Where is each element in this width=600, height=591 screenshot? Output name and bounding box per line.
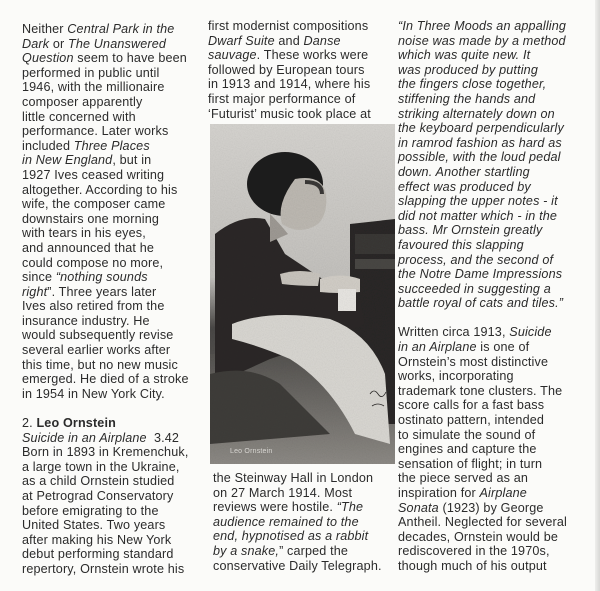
italic-text: Central Park in the — [67, 22, 175, 36]
italic-text: Sonata — [398, 500, 439, 515]
text-line — [208, 107, 396, 122]
text-segment: first modernist compositions — [208, 19, 369, 33]
text-segment: the piece served as an — [398, 471, 529, 486]
text-segment: inspiration for — [398, 486, 480, 500]
photo-credit: Leo Ornstein — [230, 448, 273, 455]
text-line — [22, 270, 202, 285]
text-line: after making his New York — [22, 532, 172, 547]
text-line — [208, 63, 396, 78]
text-segment: decades, Ornstein would be — [398, 529, 559, 544]
text-line — [22, 37, 202, 52]
text-line: bass. Mr Ornstein greatly — [398, 223, 543, 238]
text-line — [22, 22, 202, 37]
text-line — [22, 387, 202, 402]
italic-text: Three Places — [73, 138, 150, 153]
steinway-paragraph — [213, 471, 403, 573]
page-edge — [595, 0, 600, 591]
italic-text: in an Airplane — [398, 340, 477, 355]
text-segment: 1927 Ives ceased writing — [22, 167, 165, 182]
text-segment: works, incorporating — [398, 369, 514, 384]
text-line — [398, 544, 594, 559]
text-line — [22, 110, 202, 125]
column-2-top — [208, 19, 396, 121]
text-line — [208, 34, 396, 49]
text-line — [213, 515, 403, 530]
text-line — [398, 515, 594, 530]
text-line — [22, 66, 202, 81]
text-line — [213, 544, 403, 559]
text-line — [398, 428, 594, 443]
text-segment: engines and capture the — [398, 442, 537, 457]
text-line — [22, 314, 202, 329]
ornstein-compositions-paragraph — [208, 19, 396, 121]
text-segment: seem to have been — [73, 51, 187, 66]
text-segment: since — [22, 270, 56, 285]
text-line — [398, 501, 594, 516]
text-segment: downstairs one morning — [22, 211, 160, 226]
text-line — [22, 183, 202, 198]
italic-text: sauvage — [208, 48, 257, 63]
track-composer: Leo Ornstein — [36, 416, 116, 431]
text-line: battle royal of cats and tiles.” — [398, 296, 564, 311]
text-segment: this time, but no new music — [22, 357, 178, 372]
text-line — [213, 500, 403, 515]
text-segment: Ives also retired from the — [22, 299, 165, 314]
text-segment: to simulate the sound of — [398, 427, 536, 442]
text-segment: Written circa 1913, — [398, 325, 510, 340]
text-line — [208, 77, 396, 92]
text-line: repertory, Ornstein wrote his — [22, 561, 185, 576]
italic-text: “The — [336, 500, 364, 515]
italic-text: audience remained to the — [213, 514, 359, 529]
text-line — [213, 559, 403, 574]
text-segment: in 1954 in New York City. — [22, 386, 165, 401]
text-line: succeeded in suggesting a — [398, 281, 551, 296]
text-line — [22, 139, 202, 154]
text-segment: first major performance of — [208, 91, 356, 106]
text-segment: . These works were — [256, 48, 369, 63]
text-line — [398, 486, 594, 501]
text-segment: Neither — [22, 22, 68, 36]
text-segment: would subsequently revise — [22, 328, 174, 343]
text-line — [213, 471, 403, 486]
track-number: 2. — [22, 416, 33, 431]
text-line: the Notre Dame Impressions — [398, 267, 563, 282]
text-line — [398, 442, 594, 457]
text-line: stiffening the hands and — [398, 91, 536, 106]
paragraph-spacer — [398, 311, 594, 326]
track-work-line — [22, 431, 202, 446]
text-line — [22, 358, 202, 373]
text-line — [398, 325, 594, 340]
text-line — [213, 486, 403, 501]
text-segment: ”. Three years later — [47, 284, 157, 299]
photo-leo-ornstein-at-piano — [210, 124, 395, 464]
text-line — [398, 457, 594, 472]
text-line — [22, 285, 202, 300]
text-segment: ostinato pattern, intended — [398, 413, 545, 428]
text-line — [22, 241, 202, 256]
pull-quote — [398, 19, 594, 311]
text-line: the keyboard perpendicularly — [398, 121, 564, 136]
text-line — [398, 355, 594, 370]
text-segment: in 1913 and 1914, where his — [208, 77, 371, 92]
text-line — [22, 256, 202, 271]
text-line — [22, 197, 202, 212]
italic-text: The Unanswered — [68, 36, 167, 51]
italic-text: Airplane — [479, 486, 527, 500]
text-segment: performance. Later works — [22, 124, 169, 139]
text-line — [213, 529, 403, 544]
text-segment: the Steinway Hall in London — [213, 471, 374, 485]
text-line: as a child Ornstein studied — [22, 474, 175, 489]
text-line: process, and the second of — [398, 252, 554, 267]
text-segment: included — [22, 138, 74, 153]
text-line — [22, 95, 202, 110]
text-line — [22, 168, 202, 183]
text-line: United States. Two years — [22, 518, 166, 533]
text-line: a large town in the Ukraine, — [22, 459, 180, 474]
text-segment: performed in public until — [22, 65, 160, 80]
text-line — [22, 343, 202, 358]
text-line: at Petrograd Conservatory — [22, 489, 174, 503]
italic-text: in New England — [22, 153, 113, 168]
text-line — [22, 372, 202, 387]
text-line: noise was made by a method — [398, 33, 566, 48]
italic-text: Question — [22, 51, 74, 66]
text-line — [22, 124, 202, 139]
text-line — [22, 226, 202, 241]
text-line — [398, 530, 594, 545]
text-segment: (1923) by George — [438, 500, 544, 515]
text-line: striking alternately down on — [398, 106, 555, 121]
text-segment: or — [49, 36, 68, 51]
italic-text: by a snake, — [213, 543, 280, 558]
text-line — [22, 153, 202, 168]
photo-image — [210, 124, 395, 464]
text-segment: several earlier works after — [22, 343, 171, 358]
column-1 — [22, 22, 202, 577]
text-segment: wife, the composer came — [22, 197, 166, 212]
text-segment: conservative Daily Telegraph. — [213, 558, 382, 573]
track-work: Suicide in an Airplane — [22, 430, 147, 445]
ornstein-bio — [22, 445, 202, 576]
italic-text: Danse — [303, 33, 341, 48]
text-segment: composer apparently — [22, 94, 143, 109]
italic-text: Dark — [22, 36, 50, 51]
text-line: debut performing standard — [22, 547, 174, 562]
text-line: was produced by putting — [398, 62, 538, 77]
text-line — [22, 80, 202, 95]
text-line — [22, 212, 202, 227]
text-line: down. Another startling — [398, 164, 530, 179]
text-segment: insurance industry. He — [22, 313, 150, 328]
text-segment: ” carped the — [279, 543, 349, 558]
italic-text: end, hypnotised as a rabbit — [213, 529, 369, 544]
text-segment: emerged. He died of a stroke — [22, 372, 189, 387]
text-line: in ramrod fashion as hard as — [398, 135, 562, 150]
text-line — [398, 413, 594, 428]
text-line — [208, 48, 396, 63]
text-segment: little concerned with — [22, 109, 136, 124]
text-segment: Ornstein’s most distinctive — [398, 354, 549, 369]
text-line: Born in 1893 in Kremenchuk, — [22, 445, 189, 460]
text-segment: on 27 March 1914. Most — [213, 485, 353, 500]
text-line — [398, 559, 594, 574]
suicide-in-an-airplane-paragraph — [398, 325, 594, 573]
text-line — [398, 369, 594, 384]
text-segment: 1946, with the millionaire — [22, 80, 165, 95]
text-line — [398, 384, 594, 399]
text-line — [398, 398, 594, 413]
text-segment: is one of — [476, 340, 530, 355]
text-segment: Antheil. Neglected for several — [398, 515, 568, 530]
text-segment: , but in — [112, 153, 152, 168]
italic-text: “nothing sounds — [55, 270, 148, 285]
text-segment: and — [274, 33, 304, 48]
text-segment: with tears in his eyes, — [22, 226, 146, 241]
text-line — [22, 51, 202, 66]
ives-paragraph — [22, 22, 202, 401]
italic-text: Dwarf Suite — [208, 33, 275, 48]
text-line — [398, 340, 594, 355]
text-segment: rediscovered in the 1970s, — [398, 544, 550, 559]
text-segment: score calls for a fast bass — [398, 398, 545, 413]
text-segment: followed by European tours — [208, 62, 365, 77]
text-segment: and announced that he — [22, 240, 155, 255]
text-segment: though much of his output — [398, 558, 547, 573]
text-line: did not matter which - in the — [398, 208, 558, 223]
text-line — [22, 299, 202, 314]
text-line: slapping the upper notes - it — [398, 194, 558, 209]
text-line — [398, 471, 594, 486]
text-line: “In Three Moods an appalling — [398, 19, 567, 33]
text-segment: could compose no more, — [22, 255, 164, 270]
text-segment: ‘Futurist’ music took place at — [208, 106, 371, 121]
text-line: favoured this slapping — [398, 237, 524, 252]
text-segment: altogether. According to his — [22, 182, 178, 197]
column-3 — [398, 19, 594, 574]
italic-text: right — [22, 284, 48, 299]
text-line: effect was produced by — [398, 179, 531, 194]
italic-text: Suicide — [509, 325, 552, 340]
text-line: possible, with the loud pedal — [398, 150, 561, 165]
text-line: which was quite new. It — [398, 48, 531, 63]
text-segment: reviews were hostile. — [213, 500, 337, 515]
track-duration: 3.42 — [153, 430, 180, 445]
text-line: the fingers close together, — [398, 77, 547, 92]
text-line — [208, 19, 396, 34]
paragraph-spacer — [22, 401, 202, 416]
text-line: before emigrating to the — [22, 503, 159, 518]
text-segment: sensation of flight; in turn — [398, 456, 543, 471]
text-line — [22, 328, 202, 343]
text-line — [208, 92, 396, 107]
text-segment: trademark tone clusters. The — [398, 383, 563, 398]
column-2-bottom — [213, 471, 403, 573]
track-heading — [22, 416, 202, 431]
